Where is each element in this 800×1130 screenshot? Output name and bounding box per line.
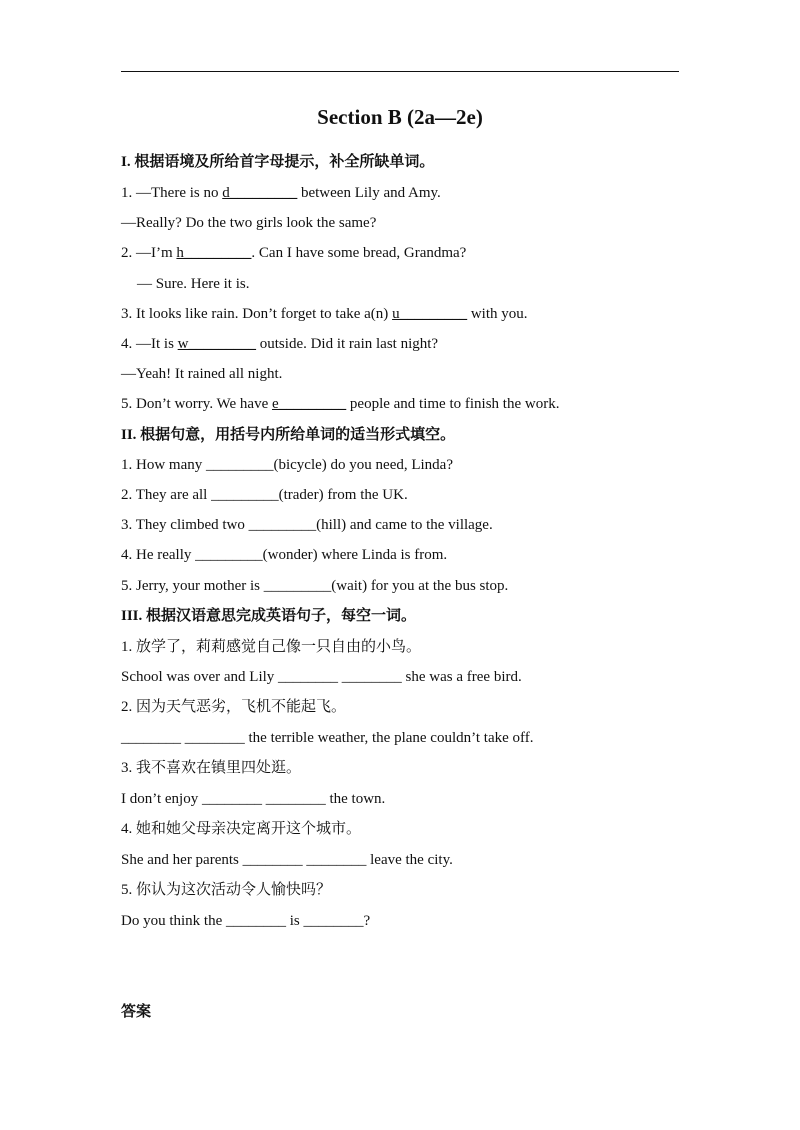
p3-en: I don’t enjoy ________ ________ the town. <box>121 791 386 807</box>
p1-q3-post: with you. <box>467 306 528 322</box>
p2-item: 1. How many _________(bicycle) do you need, Linda? <box>121 457 453 473</box>
p1-q3 <box>121 304 527 324</box>
p3-cn: 1. 放学了，莉莉感觉自己像一只自由的小鸟。 <box>121 639 422 655</box>
p1-q3-pre: 3. It looks like rain. Don’t forget to take a(n) <box>121 306 393 322</box>
p1-q3-blank: u_________ <box>392 306 468 322</box>
p1-q5-blank: e_________ <box>271 396 347 412</box>
p3-cn: 4. 她和她父母亲决定离开这个城市。 <box>121 821 362 837</box>
p3-en: She and her parents ________ ________ leave the city. <box>121 852 453 868</box>
p1-q1-reply: —Really? Do the two girls look the same? <box>121 215 377 231</box>
p1-q4-post: outside. Did it rain last night? <box>256 336 439 352</box>
p2-item: 5. Jerry, your mother is _________(wait) for you at the bus stop. <box>121 578 509 594</box>
p1-q5-pre: 5. Don’t worry. We have <box>121 396 272 412</box>
p3-cn: 2. 因为天气恶劣，飞机不能起飞。 <box>121 699 347 715</box>
p1-q2-pre: 2. —I’m <box>121 245 177 261</box>
p1-q4 <box>121 334 438 354</box>
p2-item: 2. They are all _________(trader) from the UK. <box>121 487 408 503</box>
p3-en: ________ ________ the terrible weather, the plane couldn’t take off. <box>121 730 534 746</box>
p1-q4-reply: —Yeah! It rained all night. <box>121 366 283 382</box>
p1-q4-pre: 4. —It is <box>121 336 178 352</box>
p1-q5 <box>121 394 559 414</box>
p1-q1-post: between Lily and Amy. <box>297 185 441 201</box>
p3-en: Do you think the ________ is ________? <box>121 913 371 929</box>
p1-q1-blank: d_________ <box>222 185 298 201</box>
p1-q1 <box>121 183 441 203</box>
p3-cn: 3. 我不喜欢在镇里四处逛。 <box>121 760 302 776</box>
part2-heading: II. 根据句意，用括号内所给单词的适当形式填空。 <box>121 427 456 443</box>
p1-q2-reply: — Sure. Here it is. <box>137 276 250 292</box>
p1-q1-pre: 1. —There is no <box>121 185 223 201</box>
part1-heading: I. 根据语境及所给首字母提示，补全所缺单词。 <box>121 154 435 170</box>
p2-item: 4. He really _________(wonder) where Linda is from. <box>121 547 448 563</box>
p3-en: School was over and Lily ________ ________ she was a free bird. <box>121 669 522 685</box>
top-rule <box>121 71 679 72</box>
p1-q5-post: people and time to finish the work. <box>346 396 560 412</box>
p1-q2 <box>121 243 466 263</box>
part3-heading: III. 根据汉语意思完成英语句子，每空一词。 <box>121 608 417 624</box>
p2-item: 3. They climbed two _________(hill) and came to the village. <box>121 517 493 533</box>
p1-q4-blank: w_________ <box>177 336 257 352</box>
p1-q2-blank: h_________ <box>176 245 252 261</box>
answer-label: 答案 <box>121 1004 152 1020</box>
page-title: Section B (2a—2e) <box>317 105 483 129</box>
p1-q2-post: . Can I have some bread, Grandma? <box>251 245 467 261</box>
p3-cn: 5. 你认为这次活动令人愉快吗？ <box>121 882 332 898</box>
